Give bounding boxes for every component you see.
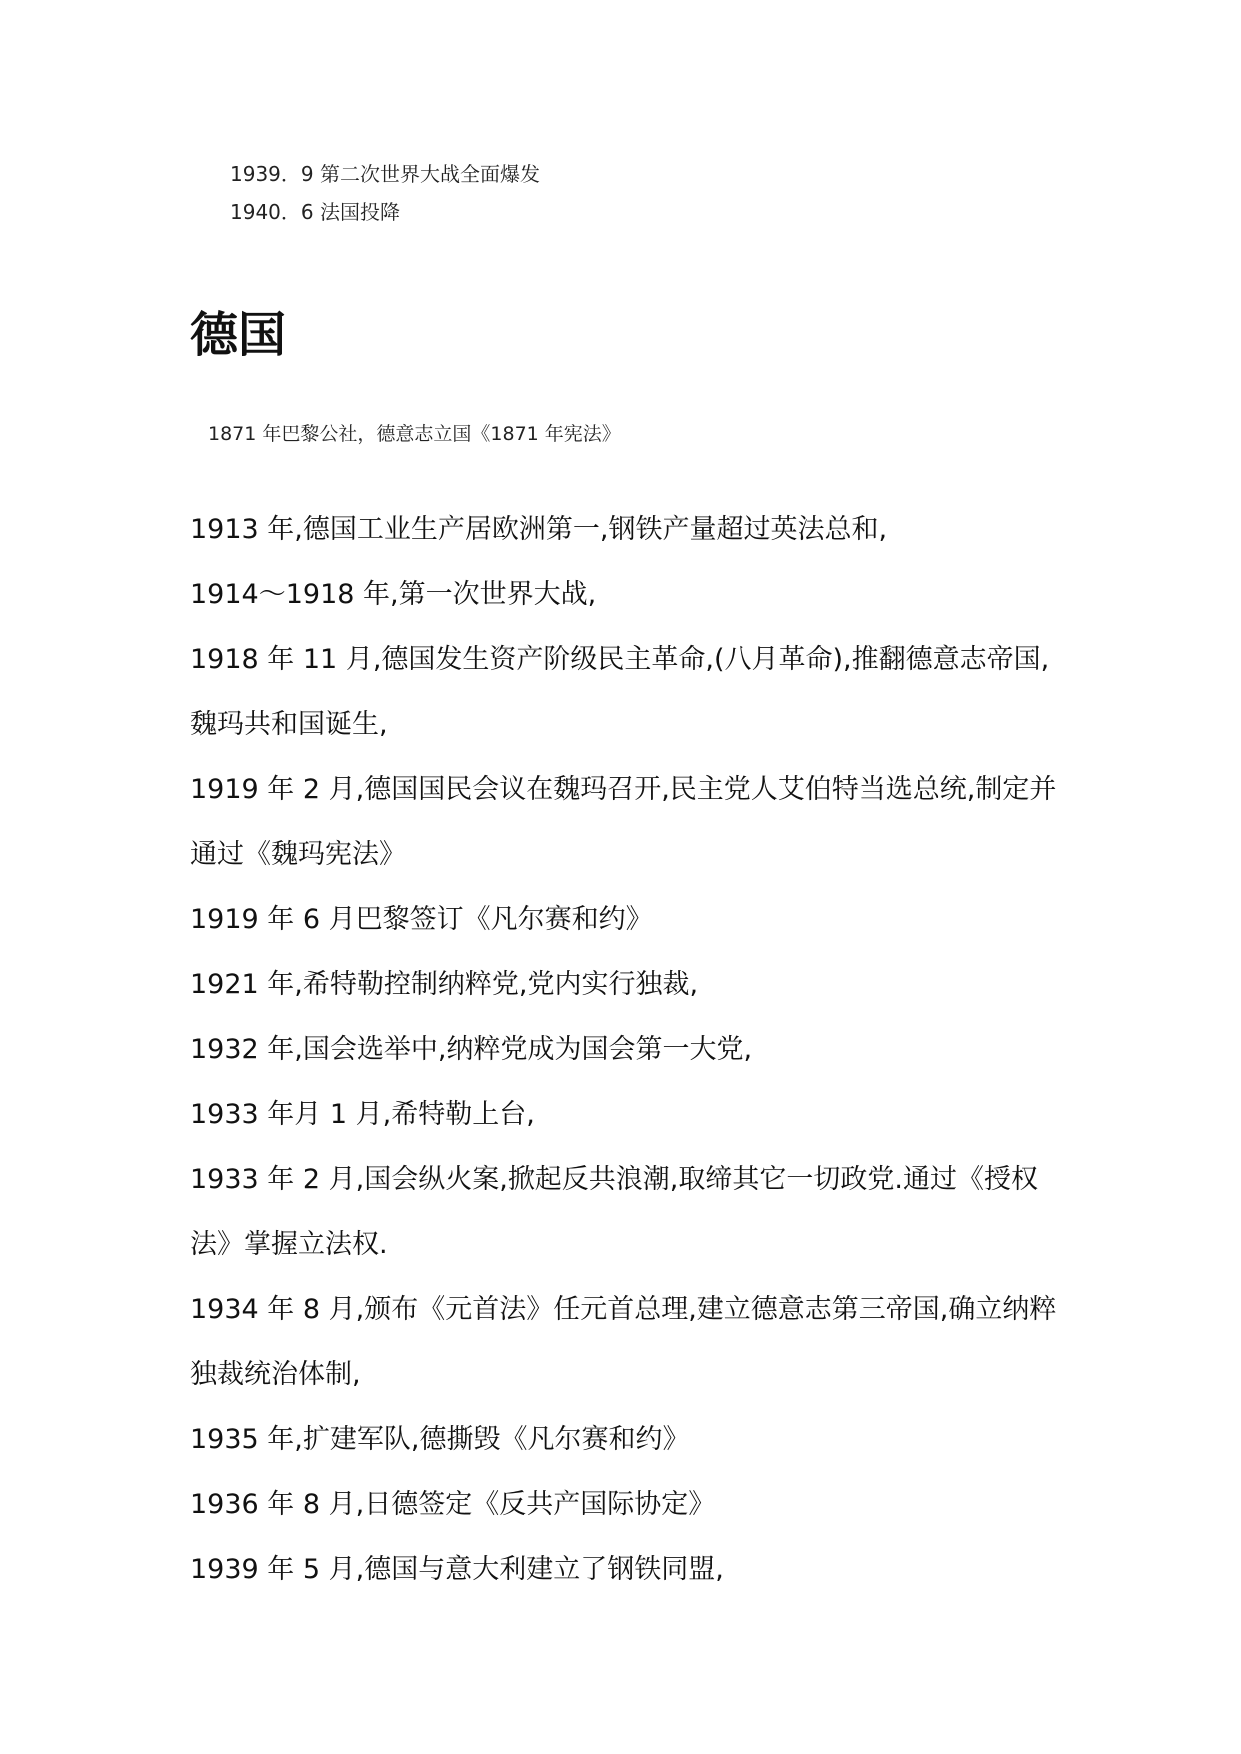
timeline-line-1940: 1940．6 法国投降 [230, 200, 400, 224]
timeline-line-1939: 1939．9 第二次世界大战全面爆发 [230, 162, 540, 186]
event-item: 1932 年,国会选举中,纳粹党成为国会第一大党, [190, 1034, 753, 1065]
event-item: 1918 年 11 月,德国发生资产阶级民主革命,(八月革命),推翻德意志帝国,魏玛共和国诞生, [190, 644, 1050, 740]
event-item: 1936 年 8 月,日德签定《反共产国际协定》 [190, 1489, 716, 1520]
event-item: 1933 年月 1 月,希特勒上台, [190, 1099, 535, 1130]
event-item: 1933 年 2 月,国会纵火案,掀起反共浪潮,取缔其它一切政党.通过《授权法》掌握立法权. [190, 1164, 1038, 1260]
event-list [190, 497, 1070, 1602]
event-item: 1921 年,希特勒控制纳粹党,党内实行独裁, [190, 969, 699, 1000]
event-item: 1934 年 8 月,颁布《元首法》任元首总理,建立德意志第三帝国,确立纳粹独裁统治体制, [190, 1294, 1057, 1390]
event-item: 1913 年,德国工业生产居欧洲第一,钢铁产量超过英法总和, [190, 514, 888, 545]
event-item: 1919 年 2 月,德国国民会议在魏玛召开,民主党人艾伯特当选总统,制定并通过《魏玛宪法》 [190, 774, 1057, 870]
event-item: 1919 年 6 月巴黎签订《凡尔赛和约》 [190, 904, 653, 935]
section-title: 德国 [190, 307, 287, 363]
event-item: 1939 年 5 月,德国与意大利建立了钢铁同盟, [190, 1554, 724, 1585]
section-intro: 1871 年巴黎公社，德意志立国《1871 年宪法》 [208, 423, 621, 445]
event-item: 1935 年,扩建军队,德撕毁《凡尔赛和约》 [190, 1424, 690, 1455]
event-item: 1914～1918 年,第一次世界大战, [190, 579, 597, 610]
